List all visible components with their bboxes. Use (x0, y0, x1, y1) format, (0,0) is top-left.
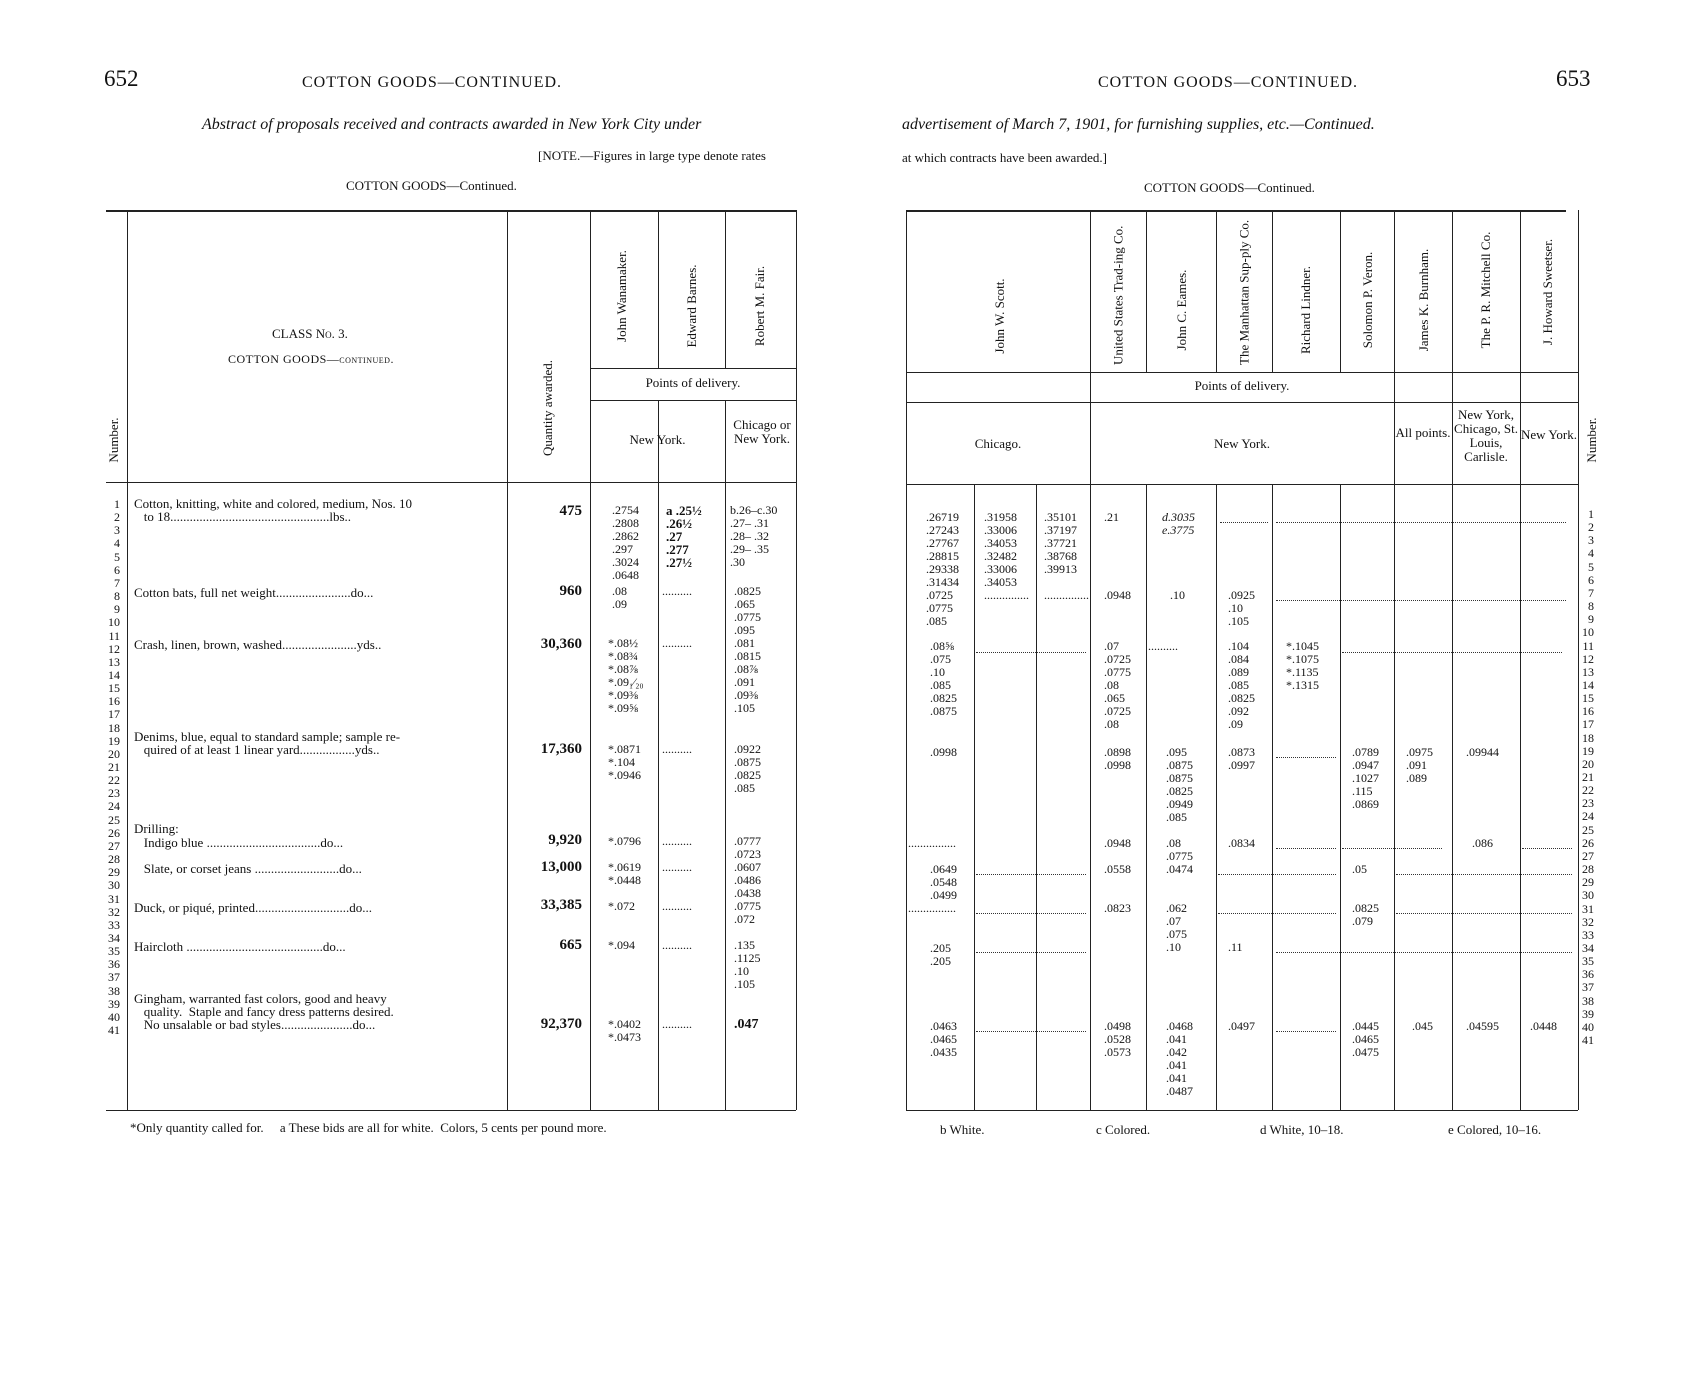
row-number: 14 (1582, 677, 1594, 692)
col-header-quantity: Quantity awarded. (540, 359, 555, 457)
row-number: 9 (114, 602, 120, 617)
bid-fair: .0777 .0723 (734, 834, 761, 861)
row-number: 39 (1582, 1006, 1594, 1021)
bid-mitchell: .086 (1472, 836, 1493, 850)
row-number: 25 (1582, 822, 1594, 837)
bid-barnes: .......... (662, 834, 692, 848)
col-divider (1090, 210, 1091, 1110)
delivery-rule (590, 400, 796, 401)
row-number: 19 (108, 733, 120, 748)
delivery-new-york-2: New York. (1521, 427, 1577, 442)
row-number: 38 (1582, 993, 1594, 1008)
bid-manhattan: .104 .084 .089 .085 .0825 .092 .09 (1228, 639, 1255, 731)
dotted-leader (976, 952, 1086, 953)
bid-eames: .0468 .041 .042 .041 .041 .0487 (1166, 1019, 1193, 1098)
row-number: 13 (1582, 664, 1594, 679)
bid-mitchell: .04595 (1466, 1019, 1499, 1033)
row-number: 17 (108, 707, 120, 722)
row-number: 11 (1582, 638, 1594, 653)
col-divider (796, 210, 797, 1110)
running-head-right: COTTON GOODS—CONTINUED. (1098, 74, 1359, 91)
col-header-bidder: The Manhattan Sup-ply Co. (1236, 219, 1252, 365)
dotted-leader (1342, 848, 1442, 849)
bid-us-trading: .0948 (1104, 836, 1131, 850)
bid-wanamaker: *.0619 *.0448 (608, 860, 641, 887)
bid-us-trading: .0948 (1104, 588, 1131, 602)
bid-us-trading: .0498 .0528 .0573 (1104, 1019, 1131, 1059)
row-number: 13 (108, 654, 120, 669)
bid-veron: .0789 .0947 .1027 .115 .0869 (1352, 745, 1379, 811)
row-number: 22 (108, 773, 120, 788)
item-qty: 17,360 (540, 741, 582, 757)
bid-eames: .062 .07 .075 .10 (1166, 901, 1187, 954)
bid-wanamaker: *.0402 *.0473 (608, 1017, 641, 1044)
col-divider (1394, 210, 1395, 1110)
running-head-left: COTTON GOODS—CONTINUED. (302, 74, 563, 91)
bid-scott-a: .0463 .0465 .0435 (930, 1019, 957, 1059)
dotted-leader (976, 652, 1086, 653)
row-number: 10 (1582, 625, 1594, 640)
points-of-delivery-label: Points of delivery. (1194, 378, 1290, 393)
col-divider (1216, 484, 1217, 1110)
table-bottom-rule (106, 1110, 796, 1111)
row-number: 15 (1582, 691, 1594, 706)
bid-us-trading: .0898 .0998 (1104, 745, 1131, 772)
row-number: 21 (1582, 770, 1594, 784)
row-number: 8 (1588, 599, 1594, 614)
note-text-cont: at which contracts have been awarded.] (902, 150, 1108, 165)
row-number: 35 (1582, 954, 1594, 969)
bid-wanamaker: *.08½ *.08¾ *.08⅞ *.09₁⁄₂₀ *.09⅜ *.09⅝ (608, 636, 644, 715)
row-number: 30 (108, 878, 120, 893)
dotted-leader (1276, 848, 1336, 849)
delivery-new-york: New York. (629, 432, 686, 447)
section-title-left: COTTON GOODS—Continued. (346, 178, 517, 193)
col-header-bidder: The P. R. Mitchell Co. (1478, 231, 1493, 349)
bid-barnes: .......... (662, 1017, 692, 1031)
item-desc: Haircloth ..........................................do... (134, 939, 346, 954)
row-number: 24 (108, 799, 120, 814)
bid-fair: .135 .1125 .10 .105 (734, 938, 761, 991)
bid-us-trading: .0558 (1104, 862, 1131, 876)
row-number: 20 (1582, 756, 1594, 771)
row-number: 3 (1588, 533, 1594, 548)
col-header-bidder: Solomon P. Veron. (1360, 251, 1375, 349)
bid-wanamaker: *.072 (608, 899, 635, 913)
col-header-bidder: J. Howard Sweetser. (1540, 238, 1555, 346)
footnote-white-range: d White, 10–18. (1260, 1122, 1344, 1137)
row-number: 7 (114, 575, 120, 590)
row-number: 39 (108, 996, 120, 1011)
item-qty: 475 (559, 503, 582, 519)
row-number: 12 (1582, 651, 1594, 666)
col-header-number: Number. (1584, 417, 1599, 463)
row-number: 32 (1582, 914, 1594, 929)
dotted-leader (1522, 848, 1572, 849)
bid-lindner: *.1045 *.1075 *.1135 *.1315 (1286, 639, 1319, 692)
bid-fair: .0607 .0486 .0438 (734, 860, 761, 900)
dotted-leader (1396, 874, 1572, 875)
row-number: 18 (1582, 730, 1594, 745)
row-number: 32 (108, 904, 120, 919)
col-divider (1036, 484, 1037, 1110)
col-divider (1216, 210, 1217, 372)
note-text: [NOTE.—Figures in large type denote rates (538, 148, 766, 163)
col-divider (1452, 210, 1453, 1110)
header-bottom-rule (106, 482, 796, 483)
item-desc: Cotton, knitting, white and colored, medium, Nos. 10 to 18.................................................lbs.. (134, 496, 413, 524)
item-desc: Drilling: (134, 821, 179, 836)
dotted-leader (1276, 952, 1572, 953)
bid-barnes: a .25½ .26½ .27 .277 .27½ (666, 503, 702, 570)
row-number: 22 (1582, 783, 1594, 798)
row-number: 24 (1582, 809, 1594, 824)
bid-fair: .081 .0815 .08⅞ .091 .09⅜ .105 (734, 636, 761, 715)
bid-scott-a: .0649 .0548 .0499 (930, 862, 957, 902)
item-qty: 92,370 (540, 1016, 582, 1032)
bid-scott-a: ................ (908, 901, 956, 915)
dotted-leader (1220, 522, 1268, 523)
bid-barnes: .......... (662, 860, 692, 874)
bid-wanamaker: *.094 (608, 938, 635, 952)
dotted-leader (1342, 652, 1562, 653)
bid-burnham: .0975 .091 .089 (1406, 745, 1433, 785)
row-number: 29 (108, 865, 120, 880)
item-qty: 33,385 (540, 897, 582, 913)
row-number: 36 (1582, 967, 1594, 982)
row-number: 5 (114, 549, 120, 564)
item-desc: Crash, linen, brown, washed.......................yds.. (134, 637, 382, 652)
delivery-chicago-ny: Chicago or New York. (733, 417, 791, 446)
row-number: 2 (1588, 520, 1594, 535)
row-number: 28 (108, 852, 120, 867)
row-number: 36 (108, 957, 120, 972)
col-header-bidder: Richard Lindner. (1298, 265, 1313, 355)
bid-mitchell: .09944 (1466, 745, 1499, 759)
col-divider (507, 210, 508, 1110)
row-number: 26 (1582, 835, 1594, 850)
dotted-leader (1218, 913, 1336, 914)
row-number: 16 (108, 694, 120, 709)
row-number: 20 (108, 746, 120, 761)
delivery-new-york: New York. (1214, 436, 1270, 451)
bid-barnes: .......... (662, 938, 692, 952)
row-number: 29 (1582, 875, 1594, 890)
col-divider (1272, 210, 1273, 372)
footnote-left: *Only quantity called for. a These bids are all for white. Colors, 5 cents per pound more. (130, 1120, 607, 1135)
delivery-multi: New York, Chicago, St. Louis, Carlisle. (1454, 407, 1518, 464)
row-number: 10 (108, 615, 120, 630)
col-header-bidder: United States Trad-ing Co. (1110, 225, 1126, 365)
row-number: 12 (108, 641, 120, 656)
col-divider (725, 400, 726, 1110)
row-number: 35 (108, 944, 120, 959)
bid-manhattan: .0873 .0997 (1228, 745, 1255, 772)
bid-barnes: .......... (662, 636, 692, 650)
dotted-leader (1276, 600, 1566, 601)
dotted-leader (976, 1031, 1086, 1032)
item-qty: 13,000 (540, 859, 582, 875)
item-desc: Gingham, warranted fast colors, good and heavy quality. Staple and fancy dress patterns desired. No unsalable or bad styles......................do... (134, 991, 394, 1032)
delivery-all-points: All points. (1395, 425, 1451, 440)
row-number: 40 (1582, 1019, 1594, 1034)
table-top-rule (906, 210, 1566, 212)
row-number: 27 (1582, 848, 1594, 863)
row-number: 27 (108, 838, 120, 853)
bid-wanamaker: .2754 .2808 .2862 .297 .3024 .0648 (612, 503, 639, 582)
bid-fair: .0775 .072 (734, 899, 761, 926)
row-number: 15 (108, 681, 120, 696)
row-number: 25 (108, 812, 120, 827)
row-number: 23 (108, 786, 120, 801)
row-number: 4 (114, 536, 120, 551)
bid-veron: .0445 .0465 .0475 (1352, 1019, 1379, 1059)
bid-sweetser: .0448 (1530, 1019, 1557, 1033)
footnote-colored: c Colored. (1096, 1122, 1151, 1137)
class-title: CLASS No. 3. (272, 326, 348, 341)
row-number: 11 (108, 628, 120, 643)
abstract-title-cont: advertisement of March 7, 1901, for furnishing supplies, etc.—Continued. (902, 116, 1375, 133)
row-number: 9 (1588, 612, 1594, 627)
bid-us-trading: .0823 (1104, 901, 1131, 915)
table-top-rule (106, 210, 796, 212)
row-number: 38 (108, 983, 120, 998)
row-number: 33 (1582, 927, 1594, 942)
col-divider (974, 484, 975, 1110)
bid-veron: .05 (1352, 862, 1367, 876)
row-number: 26 (108, 825, 120, 840)
bid-wanamaker: *.0796 (608, 834, 641, 848)
item-qty: 960 (559, 583, 582, 599)
row-number: 14 (108, 667, 120, 682)
col-divider (1272, 484, 1273, 1110)
row-number: 4 (1588, 546, 1594, 561)
footnote-white: b White. (940, 1122, 985, 1137)
col-divider (725, 210, 726, 368)
col-divider (658, 400, 659, 1110)
col-header-number: Number. (106, 417, 121, 463)
dotted-leader (1276, 1031, 1336, 1032)
bid-manhattan: .11 (1228, 940, 1243, 954)
row-number: 33 (108, 917, 120, 932)
item-qty: 9,920 (548, 832, 582, 848)
col-divider (906, 210, 907, 1110)
col-divider (1340, 484, 1341, 1110)
row-number: 41 (108, 1023, 120, 1037)
item-desc: Cotton bats, full net weight.......................do... (134, 585, 374, 600)
row-number: 8 (114, 589, 120, 604)
bid-fair: .047 (734, 1017, 759, 1032)
bid-eames: .......... (1148, 639, 1178, 653)
page-number-left: 652 (104, 66, 139, 91)
bid-scott-b: .31958 .33006 .34053 .32482 .33006 .34053 ............... (984, 510, 1029, 602)
col-divider (1520, 210, 1521, 1110)
row-number: 34 (1582, 940, 1594, 955)
item-desc: Slate, or corset jeans ..........................do... (134, 861, 362, 876)
class-subtitle: COTTON GOODS—continued. (228, 352, 394, 366)
bid-scott-a: .205 .205 (930, 941, 951, 968)
dotted-leader (1276, 522, 1566, 523)
row-number: 31 (108, 891, 120, 906)
bid-scott-c: .35101 .37197 .37721 .38768 .39913 ............... (1044, 510, 1089, 602)
page-number-right: 653 (1556, 66, 1591, 91)
dotted-leader (1396, 913, 1572, 914)
row-number: 31 (1582, 901, 1594, 916)
bid-scott-a: .26719 .27243 .27767 .28815 .29338 .31434 .0725 .0775 .085 (926, 510, 959, 628)
row-number: 6 (1588, 572, 1594, 587)
row-number: 16 (1582, 704, 1594, 719)
col-header-bidder: James K. Burnham. (1416, 248, 1431, 352)
col-divider (590, 210, 591, 1110)
delivery-chicago: Chicago. (974, 436, 1022, 451)
row-number: 5 (1588, 559, 1594, 574)
row-number: 21 (108, 760, 120, 774)
bid-scott-a: ................ (908, 836, 956, 850)
points-of-delivery-label: Points of delivery. (645, 375, 741, 390)
bid-manhattan: .0834 (1228, 836, 1255, 850)
dotted-leader (976, 913, 1086, 914)
bid-veron: .0825 .079 (1352, 901, 1379, 928)
item-desc: Denims, blue, equal to standard sample; sample re- quired of at least 1 linear yard.................yds.. (134, 729, 401, 757)
row-number: 18 (108, 720, 120, 735)
row-number: 7 (1588, 585, 1594, 600)
bid-eames: d.3035 e.3775 (1162, 510, 1195, 537)
bid-fair: .0922 .0875 .0825 .085 (734, 742, 761, 795)
item-qty: 665 (559, 937, 582, 953)
col-header-bidder: Robert M. Fair. (752, 265, 767, 347)
row-number: 37 (108, 970, 120, 985)
bid-scott-a: .0998 (930, 745, 957, 759)
col-divider (658, 210, 659, 368)
bidder-rule (906, 372, 1578, 373)
row-number: 40 (108, 1009, 120, 1024)
row-number: 1 (114, 497, 120, 511)
row-number: 41 (1582, 1033, 1594, 1047)
bid-eames: .095 .0875 .0875 .0825 .0949 .085 (1166, 745, 1193, 824)
row-number: 17 (1582, 717, 1594, 732)
bid-us-trading: .21 (1104, 510, 1119, 524)
bid-burnham: .045 (1412, 1019, 1433, 1033)
bid-fair: .0825 .065 .0775 .095 (734, 584, 761, 637)
bid-fair: b.26–c.30 .27– .31 .28– .32 .29– .35 .30 (730, 503, 778, 569)
col-header-bidder: John C. Eames. (1174, 269, 1189, 351)
dotted-leader (976, 874, 1086, 875)
bid-wanamaker: *.0871 *.104 *.0946 (608, 742, 641, 782)
item-desc: Indigo blue ...................................do... (134, 835, 344, 850)
bid-us-trading: .07 .0725 .0775 .08 .065 .0725 .08 (1104, 639, 1131, 731)
col-header-bidder: John W. Scott. (992, 278, 1007, 354)
row-number: 23 (1582, 796, 1594, 811)
bid-manhattan: .0497 (1228, 1019, 1255, 1033)
abstract-title: Abstract of proposals received and contracts awarded in New York City under (202, 116, 702, 133)
bid-barnes: .......... (662, 742, 692, 756)
row-number: 1 (1588, 507, 1594, 521)
col-divider (1340, 210, 1341, 372)
bid-eames: .0474 (1166, 862, 1193, 876)
table-bottom-rule (906, 1110, 1578, 1111)
bid-eames: .08 .0775 (1166, 836, 1193, 863)
header-bottom-rule (906, 484, 1578, 485)
item-desc: Duck, or piqué, printed.............................do... (134, 900, 372, 915)
col-header-bidder: John Wanamaker. (614, 250, 629, 342)
item-qty: 30,360 (540, 636, 582, 652)
bid-barnes: .......... (662, 584, 692, 598)
bid-manhattan: .0925 .10 .105 (1228, 588, 1255, 628)
section-title-right: COTTON GOODS—Continued. (1144, 180, 1315, 195)
dotted-leader (1276, 757, 1336, 758)
bid-eames: .10 (1170, 588, 1185, 602)
row-number: 30 (1582, 888, 1594, 903)
delivery-rule (906, 402, 1578, 403)
row-number: 37 (1582, 980, 1594, 995)
row-number: 3 (114, 523, 120, 538)
bid-barnes: .......... (662, 899, 692, 913)
row-number: 28 (1582, 862, 1594, 877)
row-number: 6 (114, 562, 120, 577)
row-number: 19 (1582, 743, 1594, 758)
col-divider (1146, 210, 1147, 372)
bid-wanamaker: .08 .09 (612, 584, 627, 611)
row-number: 34 (108, 930, 120, 945)
footnote-colored-range: e Colored, 10–16. (1448, 1122, 1542, 1137)
col-divider (1146, 484, 1147, 1110)
col-header-bidder: Edward Barnes. (684, 264, 699, 348)
bidder-rule (590, 368, 796, 369)
dotted-leader (1218, 874, 1336, 875)
bid-scott-a: .08⅝ .075 .10 .085 .0825 .0875 (930, 639, 957, 718)
col-divider (127, 210, 128, 1110)
row-number: 2 (114, 510, 120, 525)
